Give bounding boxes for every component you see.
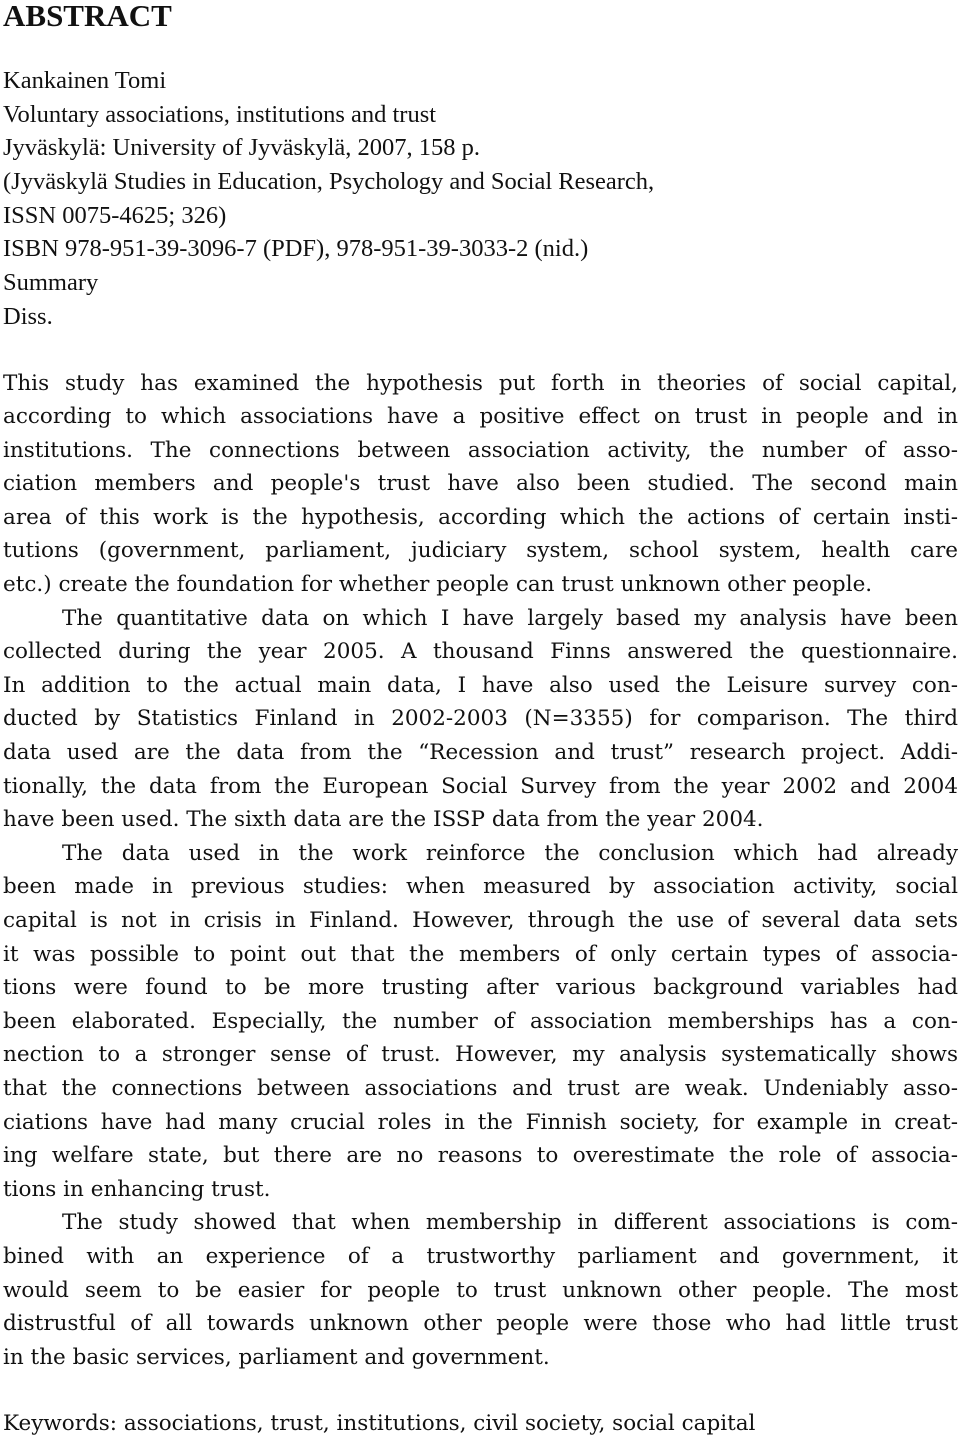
page-title: ABSTRACT — [3, 0, 172, 33]
text-line: tutions (government, parliament, judiciary system, school system, health care — [3, 538, 958, 564]
text-line: capital is not in crisis in Finland. However, through the use of several data sets — [3, 908, 958, 933]
abstract-paragraph-1 — [3, 367, 958, 602]
abstract-paragraph-2 — [3, 602, 958, 837]
text-line: institutions. The connections between association activity, the number of asso- — [3, 437, 958, 463]
text-line: collected during the year 2005. A thousand Finns answered the questionnaire. — [3, 639, 958, 665]
text-line: ducted by Statistics Finland in 2002-2003 (N=3355) for comparison. The third — [3, 706, 958, 732]
text-line: would seem to be easier for people to trust unknown other people. The most — [3, 1277, 958, 1303]
text-line: have been used. The sixth data are the ISSP data from the year 2004. — [3, 807, 764, 833]
text-line: according to which associations have a positive effect on trust in people and in — [3, 404, 958, 430]
text-line: nection to a stronger sense of trust. However, my analysis systematically shows — [3, 1042, 958, 1068]
text-line: ing welfare state, but there are no reasons to overestimate the role of associa- — [3, 1143, 958, 1169]
text-line: The study showed that when membership in different associations is com- — [62, 1210, 958, 1236]
abstract-paragraph-4 — [3, 1206, 958, 1374]
diss-line: Diss. — [3, 302, 53, 330]
text-line: data used are the data from the “Recession and trust” research project. Addi- — [3, 740, 958, 766]
summary-line: Summary — [3, 269, 99, 297]
text-line: been made in previous studies: when measured by association activity, social — [3, 874, 958, 900]
text-line: in the basic services, parliament and government. — [3, 1344, 550, 1370]
paragraph-gap — [3, 1374, 958, 1407]
issn-line: ISSN 0075-4625; 326) — [3, 201, 227, 229]
publisher-line: Jyväskylä: University of Jyväskylä, 2007, 158 p. — [3, 134, 481, 162]
bibliographic-block — [3, 64, 958, 334]
text-line: The data used in the work reinforce the conclusion which had already — [62, 840, 958, 866]
keywords-line: Keywords: associations, trust, institutions, civil society, social capital — [3, 1411, 756, 1437]
text-line: This study has examined the hypothesis put forth in theories of social capital, — [3, 370, 958, 396]
text-line: that the connections between associations and trust are weak. Undeniably asso- — [3, 1075, 958, 1101]
text-line: bined with an experience of a trustworthy parliament and government, it — [3, 1243, 958, 1269]
abstract-paragraph-3 — [3, 837, 958, 1207]
text-line: tions were found to be more trusting after various background variables had — [3, 975, 958, 1001]
text-line: been elaborated. Especially, the number of association memberships has a con- — [3, 1008, 958, 1034]
isbn-line: ISBN 978-951-39-3096-7 (PDF), 978-951-39-3033-2 (nid.) — [3, 235, 589, 263]
author-line: Kankainen Tomi — [3, 67, 167, 94]
text-line: area of this work is the hypothesis, according which the actions of certain insti- — [3, 504, 958, 530]
abstract-page — [3, 0, 958, 1441]
text-line: ciation members and people's trust have also been studied. The second main — [3, 471, 958, 497]
text-line: tions in enhancing trust. — [3, 1176, 271, 1202]
title-line: Voluntary associations, institutions and trust — [3, 100, 437, 128]
text-line: In addition to the actual main data, I have also used the Leisure survey con- — [3, 672, 958, 698]
text-line: tionally, the data from the European Social Survey from the year 2002 and 2004 — [3, 773, 958, 799]
abstract-body — [3, 367, 958, 1441]
text-line: The quantitative data on which I have largely based my analysis have been — [62, 605, 958, 631]
series-line: (Jyväskylä Studies in Education, Psychology and Social Research, — [3, 168, 655, 196]
text-line: it was possible to point out that the members of only certain types of associa- — [3, 941, 958, 967]
text-line: ciations have had many crucial roles in the Finnish society, for example in creat- — [3, 1109, 958, 1135]
text-line: etc.) create the foundation for whether people can trust unknown other people. — [3, 572, 873, 598]
text-line: distrustful of all towards unknown other people were those who had little trust — [3, 1311, 958, 1337]
